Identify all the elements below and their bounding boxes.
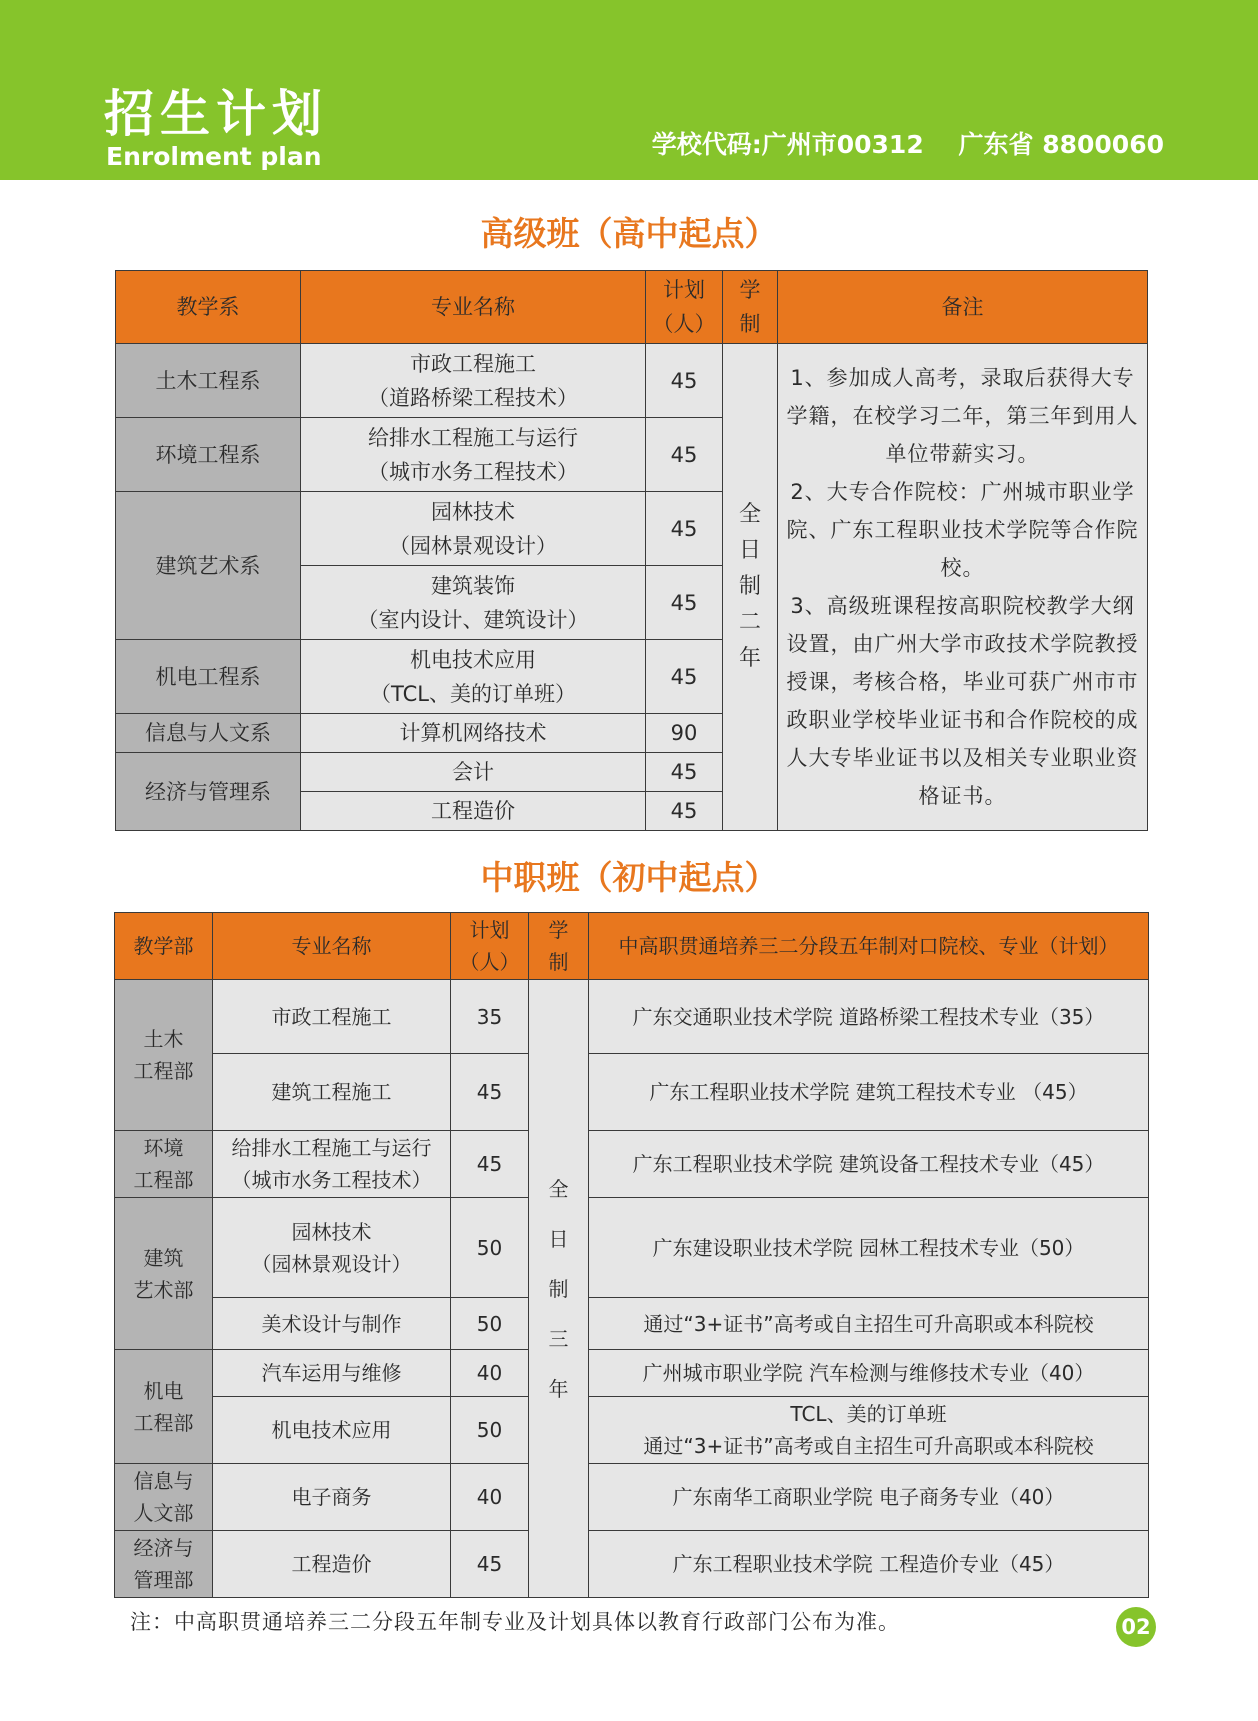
target-cell: 广州城市职业学院 汽车检测与维修技术专业（40）: [589, 1350, 1149, 1397]
major-cell: 建筑装饰 （室内设计、建筑设计）: [301, 566, 646, 640]
plan-cell: 45: [646, 418, 723, 492]
table-row: [115, 1531, 1149, 1598]
dept-cell: 建筑 艺术部: [115, 1198, 213, 1350]
major-cell: 会计: [301, 753, 646, 792]
major-cell: 园林技术 （园林景观设计）: [301, 492, 646, 566]
header-banner: [0, 0, 1258, 180]
plan-cell: 90: [646, 714, 723, 753]
major-cell: 机电技术应用 （TCL、美的订单班）: [301, 640, 646, 714]
dept-cell: 建筑艺术系: [116, 492, 301, 640]
major-cell: 机电技术应用: [213, 1397, 451, 1464]
target-cell: 广东工程职业技术学院 工程造价专业（45）: [589, 1531, 1149, 1598]
plan-cell: 45: [646, 492, 723, 566]
page-title: 招生计划: [104, 85, 328, 143]
senior-header-major: 专业名称: [301, 271, 646, 344]
plan-cell: 50: [451, 1397, 529, 1464]
table-row: [115, 1131, 1149, 1198]
dept-cell: 机电 工程部: [115, 1350, 213, 1464]
major-cell: 工程造价: [301, 792, 646, 831]
senior-header-years: 学 制: [723, 271, 778, 344]
target-cell: 通过“3+证书”高考或自主招生可升高职或本科院校: [589, 1298, 1149, 1350]
table-row: [115, 1298, 1149, 1350]
dept-cell: 环境工程系: [116, 418, 301, 492]
table-row: [116, 344, 1148, 418]
plan-cell: 40: [451, 1464, 529, 1531]
table-row: [115, 1464, 1149, 1531]
major-cell: 电子商务: [213, 1464, 451, 1531]
dept-cell: 土木 工程部: [115, 980, 213, 1131]
dept-cell: 机电工程系: [116, 640, 301, 714]
plan-cell: 40: [451, 1350, 529, 1397]
target-cell: 广东建设职业技术学院 园林工程技术专业（50）: [589, 1198, 1149, 1298]
table-row: [115, 1198, 1149, 1298]
plan-cell: 35: [451, 980, 529, 1054]
dept-cell: 信息与 人文部: [115, 1464, 213, 1531]
plan-cell: 45: [451, 1531, 529, 1598]
table-row: [115, 1350, 1149, 1397]
plan-cell: 50: [451, 1298, 529, 1350]
dept-cell: 土木工程系: [116, 344, 301, 418]
senior-years-cell: 全 日 制 二 年: [723, 344, 778, 831]
middle-table: [114, 912, 1149, 1598]
major-cell: 市政工程施工 （道路桥梁工程技术）: [301, 344, 646, 418]
dept-cell: 信息与人文系: [116, 714, 301, 753]
target-cell: 广东工程职业技术学院 建筑设备工程技术专业（45）: [589, 1131, 1149, 1198]
senior-section-title: 高级班（高中起点）: [480, 214, 778, 253]
middle-header-plan: 计划 （人）: [451, 913, 529, 980]
plan-cell: 45: [646, 640, 723, 714]
middle-header-dept: 教学部: [115, 913, 213, 980]
plan-cell: 45: [646, 344, 723, 418]
plan-cell: 45: [451, 1131, 529, 1198]
dept-cell: 环境 工程部: [115, 1131, 213, 1198]
major-cell: 计算机网络技术: [301, 714, 646, 753]
plan-cell: 45: [646, 792, 723, 831]
target-cell: 广东工程职业技术学院 建筑工程技术专业 （45）: [589, 1054, 1149, 1131]
dept-cell: 经济与管理系: [116, 753, 301, 831]
plan-cell: 45: [451, 1054, 529, 1131]
senior-notes-cell: 1、参加成人高考，录取后获得大专 学籍，在校学习二年，第三年到用人 单位带薪实习。 2、大专合作院校：广州城市职业学 院、广东工程职业技术学院等合作院 校。 3、高级班课程按高职院校教学大纲 设置，由广州大学市政技术学院教授 授课，考核合格，毕业可获广州市市 政职业学校毕业证书和合作院校的成 人大专毕业证书以及相关专业职业资 格证书。: [778, 344, 1148, 831]
senior-table: [115, 270, 1148, 831]
middle-header-row: [115, 913, 1149, 980]
major-cell: 汽车运用与维修: [213, 1350, 451, 1397]
plan-cell: 45: [646, 753, 723, 792]
target-cell: TCL、美的订单班 通过“3+证书”高考或自主招生可升高职或本科院校: [589, 1397, 1149, 1464]
major-cell: 工程造价: [213, 1531, 451, 1598]
target-cell: 广东南华工商职业学院 电子商务专业（40）: [589, 1464, 1149, 1531]
major-cell: 市政工程施工: [213, 980, 451, 1054]
senior-header-notes: 备注: [778, 271, 1148, 344]
major-cell: 给排水工程施工与运行 （城市水务工程技术）: [213, 1131, 451, 1198]
plan-cell: 50: [451, 1198, 529, 1298]
major-cell: 给排水工程施工与运行 （城市水务工程技术）: [301, 418, 646, 492]
page-subtitle: Enrolment plan: [106, 142, 322, 171]
major-cell: 建筑工程施工: [213, 1054, 451, 1131]
major-cell: 园林技术 （园林景观设计）: [213, 1198, 451, 1298]
target-cell: 广东交通职业技术学院 道路桥梁工程技术专业（35）: [589, 980, 1149, 1054]
table-row: [115, 1397, 1149, 1464]
senior-header-row: [116, 271, 1148, 344]
footnote: 注：中高职贯通培养三二分段五年制专业及计划具体以教育行政部门公布为准。: [130, 1610, 900, 1634]
middle-years-cell: 全 日 制 三 年: [529, 980, 589, 1598]
middle-header-years: 学 制: [529, 913, 589, 980]
senior-header-plan: 计划 （人）: [646, 271, 723, 344]
middle-section-title: 中职班（初中起点）: [480, 858, 778, 897]
table-row: [115, 980, 1149, 1054]
middle-header-major: 专业名称: [213, 913, 451, 980]
middle-header-target: 中高职贯通培养三二分段五年制对口院校、专业（计划）: [589, 913, 1149, 980]
senior-header-dept: 教学系: [116, 271, 301, 344]
plan-cell: 45: [646, 566, 723, 640]
dept-cell: 经济与 管理部: [115, 1531, 213, 1598]
school-code: 学校代码:广州市00312 广东省 8800060: [651, 130, 1164, 159]
major-cell: 美术设计与制作: [213, 1298, 451, 1350]
page-number-badge: 02: [1116, 1607, 1156, 1647]
table-row: [115, 1054, 1149, 1131]
